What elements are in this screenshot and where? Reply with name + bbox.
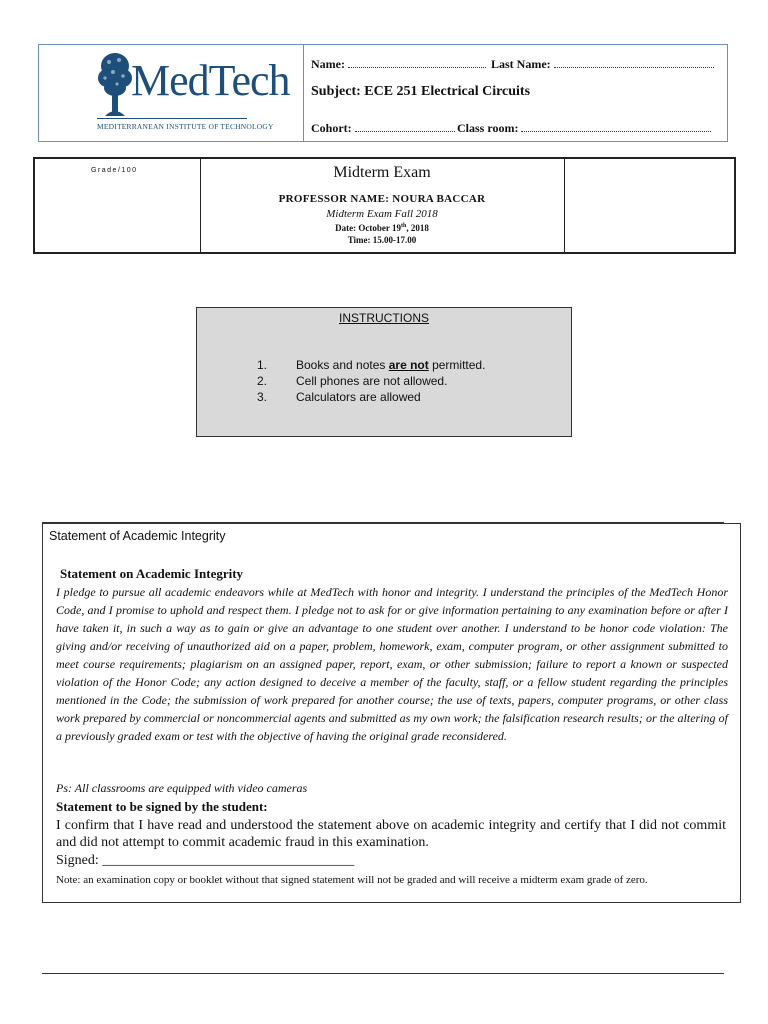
logo-tagline: MEDITERRANEAN INSTITUTE OF TECHNOLOGY	[97, 122, 274, 131]
classroom-label: Class room:	[457, 121, 519, 135]
grade-label: Grade/100	[91, 167, 138, 174]
last-name-label: Last Name:	[491, 57, 551, 71]
instruction-item: 2. Cell phones are not allowed.	[257, 374, 448, 388]
ps-note: Ps: All classrooms are equipped with video cameras	[56, 781, 308, 795]
pledge-text: I pledge to pursue all academic endeavors while at MedTech with honor and integrity. I understand the principles of the MedTech Honor Code, and I promise to uphold and respect them. I pledge not to ask for or give information pertaining to any examination before or after I have taken it, in such a way as to gain or give an advantage to one student over another. I understand to be honor code violation: The giving and/or receiving of unauthorized aid on a paper, problem, homework, exam, computer program, or other assignment submitted to meet course requirements; plagiarism on an assigned paper, report, exam, or other submission; failure to report a known or suspected violation of the Honor Code; any action designed to deceive a member of the faculty, staff, or a fellow student regarding the principles mentioned in the Code; the submission of work prepared for another course; the use of texts, papers, computer programs, or other class work prepared by commercial or noncommercial agents and submitted as my own work; the falsification research results; or the altering of a previously graded exam or test with the objective of having the original grade reconsidered.	[56, 585, 728, 743]
exam-term: Midterm Exam Fall 2018	[326, 208, 438, 220]
name-label: Name:	[311, 57, 345, 71]
exam-info-table	[33, 157, 736, 254]
exam-title: Midterm Exam	[333, 164, 431, 181]
instruction-item: 3. Calculators are allowed	[257, 390, 421, 404]
logo-wordmark: MedTech	[131, 56, 290, 105]
instructions-box	[196, 307, 572, 437]
header-box	[38, 44, 728, 142]
signature-field[interactable]: Signed: ____________________________________	[56, 853, 355, 868]
name-field[interactable]	[311, 57, 486, 72]
statement-title: Statement on Academic Integrity	[60, 566, 244, 581]
tree-logo-icon	[97, 50, 133, 118]
exam-details-cell	[200, 159, 565, 252]
exam-time: Time: 15.00-17.00	[347, 235, 417, 245]
logo-divider	[97, 118, 247, 119]
grading-note: Note: an examination copy or booklet without that signed statement will not be graded and will receive a midterm exam grade of zero.	[56, 874, 648, 886]
cohort-field[interactable]	[311, 121, 455, 136]
subject-line: Subject: ECE 251 Electrical Circuits	[311, 84, 531, 99]
professor-name: PROFESSOR NAME: NOURA BACCAR	[278, 193, 486, 205]
instruction-item: 1. Books and notes are not permitted.	[257, 358, 486, 372]
cohort-label: Cohort:	[311, 121, 352, 135]
classroom-field[interactable]	[457, 121, 711, 136]
exam-date: Date: October 19th, 2018	[335, 223, 429, 233]
instructions-title: INSTRUCTIONS	[339, 311, 429, 325]
integrity-heading: Statement of Academic Integrity	[49, 529, 226, 543]
sign-statement-title: Statement to be signed by the student:	[56, 799, 268, 814]
last-name-field[interactable]	[491, 57, 714, 72]
academic-integrity-box	[42, 523, 741, 903]
grade-cell[interactable]	[35, 159, 201, 252]
logo	[39, 45, 304, 141]
footer-divider	[42, 973, 724, 974]
confirm-text: I confirm that I have read and understood the statement above on academic integrity and certify that I did not commit and did not attempt to commit academic fraud in this examination.	[56, 818, 726, 850]
